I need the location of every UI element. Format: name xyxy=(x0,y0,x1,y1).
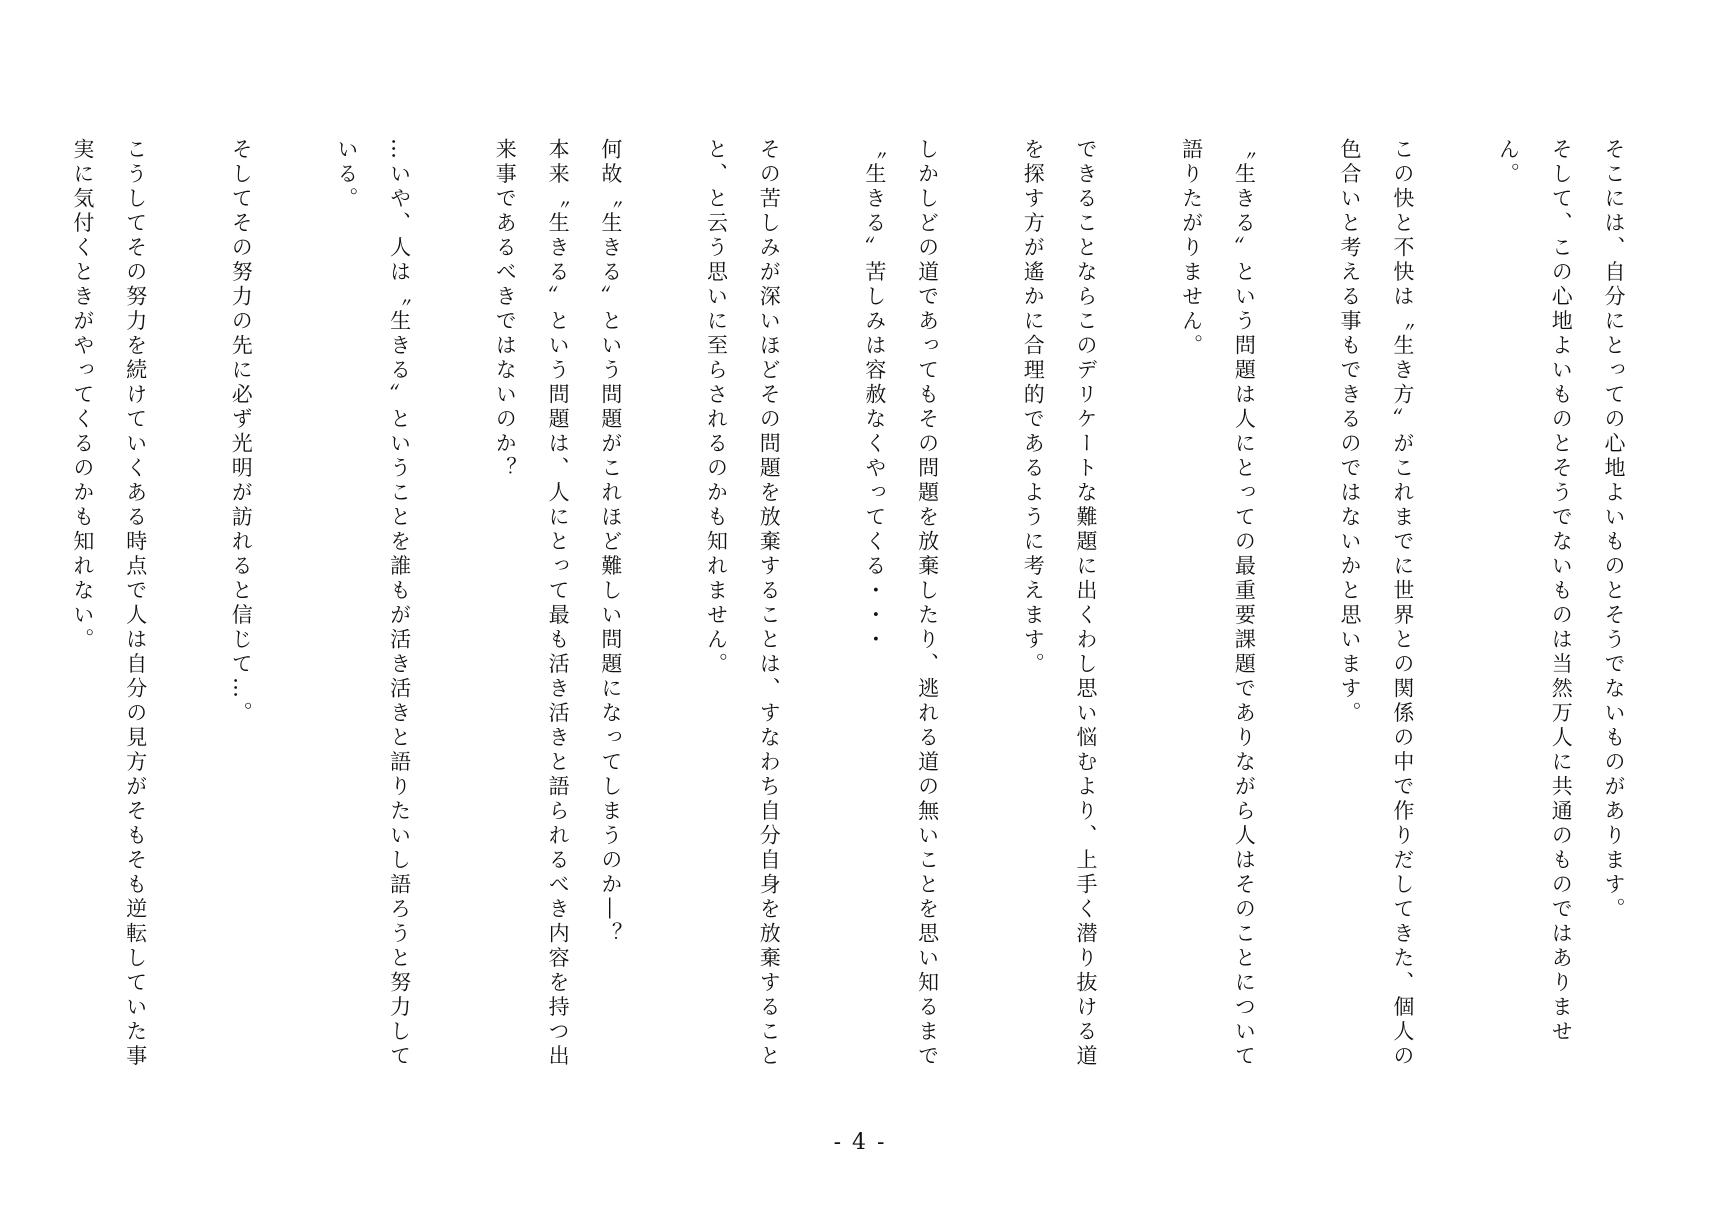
blank-line xyxy=(1112,138,1165,1078)
paragraph-8: 何故〝生きる〟という問題がこれほど難しい問題になってしまうのか―？ xyxy=(598,138,623,947)
paragraph-5: できることならこのデリケートな難題に出くわし思い悩むより、上手く潜り抜ける道を探す方が遙かに合理的であるように考えます。 xyxy=(1021,138,1099,1069)
blank-line xyxy=(162,138,215,1078)
paragraph-7: その苦しみが深いほどその問題を放棄することは、すなわち自分自身を放棄することと、と云う思いに至らされるのかも知れません。 xyxy=(704,138,782,1069)
blank-line xyxy=(267,138,320,1078)
blank-line xyxy=(637,138,690,1078)
paragraph-2: そして、この心地よいものとそうでないものは当然万人に共通のものではありません。 xyxy=(1496,138,1574,1045)
paragraph-1: そこには、自分にとっての心地よいものとそうでないものがあります。 xyxy=(1602,138,1626,922)
paragraph-10: …いや、人は〝生きる〟ということを誰もが活き活きと語りたいし語ろうと努力している。 xyxy=(334,138,412,1069)
blank-line xyxy=(795,138,848,1078)
blank-line xyxy=(1429,138,1482,1078)
paragraph-4: 〝生きる〟という問題は人にとっての最重要課題でありながら人はそのことについて語りたがりません。 xyxy=(1179,138,1257,1069)
paragraph-6: しかしどの道であってもその問題を放棄したり、逃れる道の無いことを思い知るまで〝生きる〟苦しみは容赦なくやってくる・・・ xyxy=(862,138,940,1069)
paragraph-11: そしてその努力の先に必ず光明が訪れると信じて…。 xyxy=(229,138,254,726)
paragraph-12: こうしてその努力を続けていくある時点で人は自分の見方がそもそも逆転していた事実に気付くときがやってくるのかも知れない。 xyxy=(70,138,148,1069)
paragraph-9: 本来〝生きる〟という問題は、人にとって最も活き活きと語られるべき内容を持つ出来事であるべきではないのか？ xyxy=(493,138,571,1069)
blank-line xyxy=(1270,138,1323,1078)
vertical-text-body xyxy=(40,138,1640,1078)
blank-line xyxy=(426,138,479,1078)
paragraph-3: この快と不快は〝生き方〟がこれまでに世界との関係の中で作りだしてきた、個人の色合いと考える事もできるのではないかと思います。 xyxy=(1338,138,1415,1069)
blank-line xyxy=(954,138,1007,1078)
page-number: - 4 - xyxy=(833,1130,887,1155)
